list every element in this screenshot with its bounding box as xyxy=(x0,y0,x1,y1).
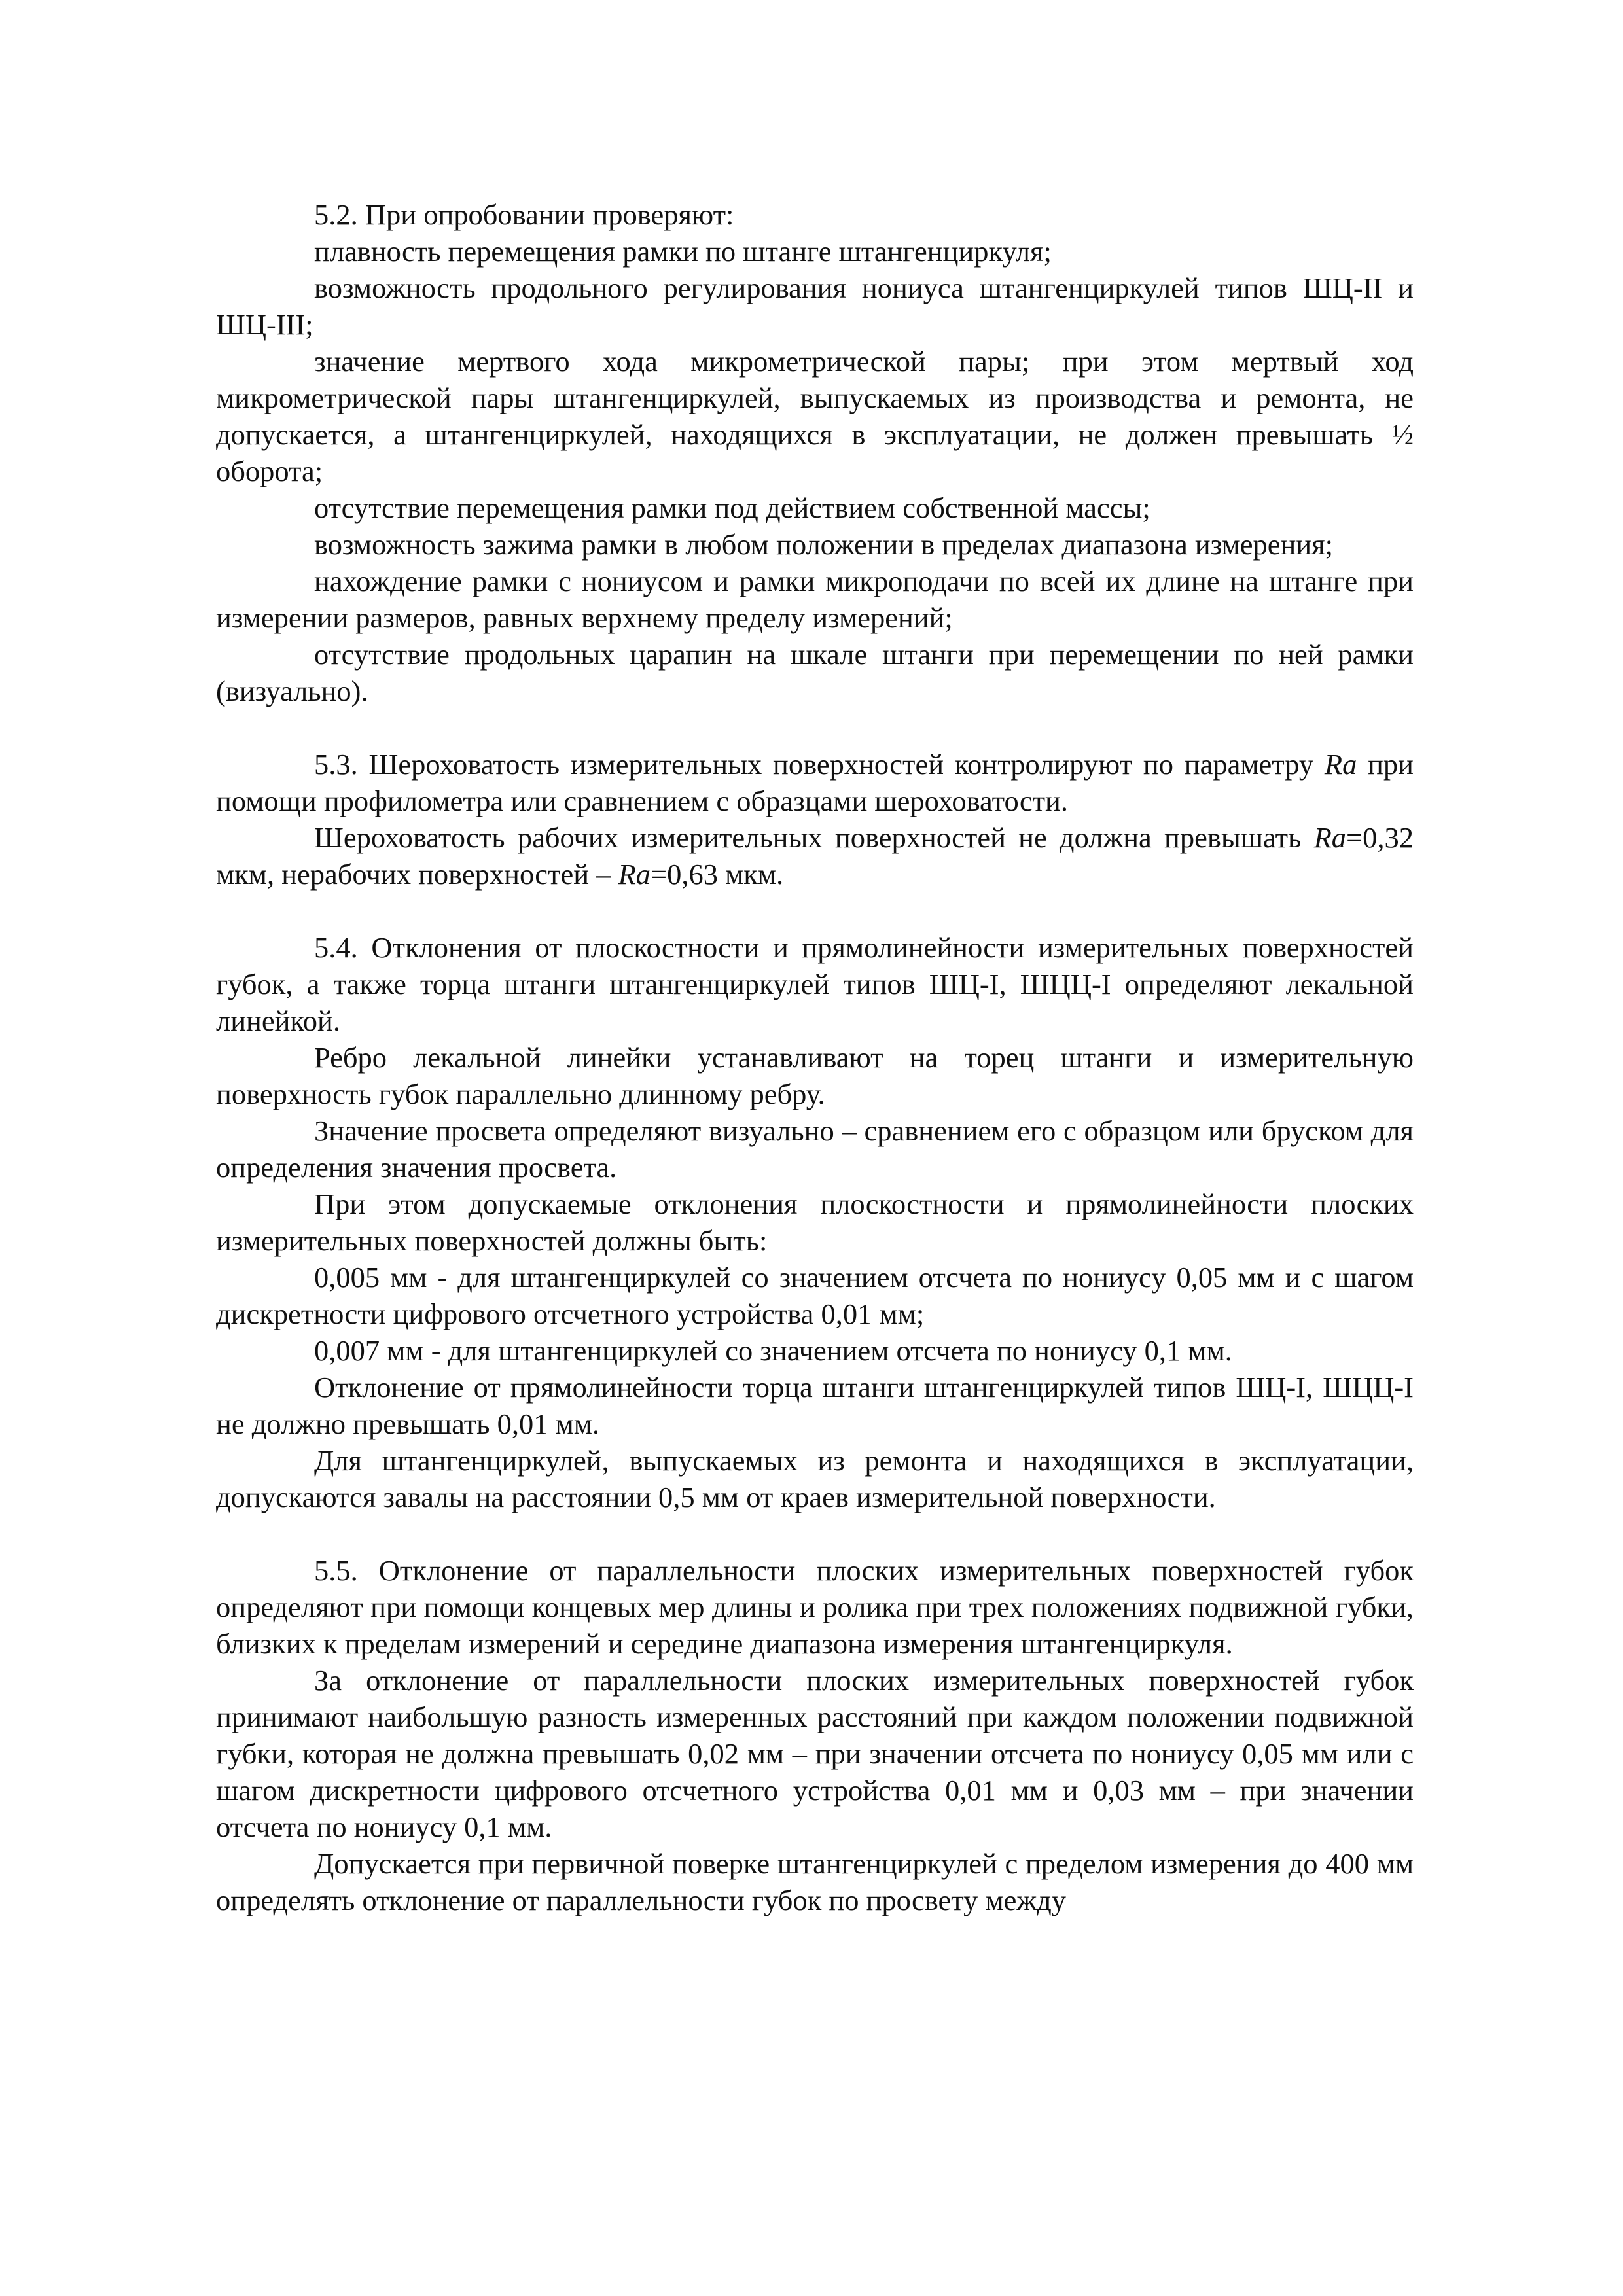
paragraph xyxy=(216,819,1414,892)
paragraph xyxy=(216,563,1414,636)
paragraph xyxy=(216,233,1414,270)
paragraph xyxy=(216,636,1414,709)
text-fragment: отсутствие продольных царапин на шкале штанги при перемещении по ней рамки (визуально). xyxy=(216,638,1414,707)
text-fragment: плавность перемещения рамки по штанге штангенциркуля; xyxy=(314,235,1052,268)
text-fragment: =0,63 мкм. xyxy=(651,858,784,891)
text-fragment: 5.4. Отклонения от плоскостности и прямолинейности измерительных поверхностей губок, а также торца штанги штангенциркулей типов ШЦ-I, ШЦЦ-I определяют лекальной линейкой. xyxy=(216,931,1414,1037)
text-fragment: 5.3. Шероховатость измерительных поверхностей контролируют по параметру xyxy=(314,748,1325,781)
paragraph xyxy=(216,1332,1414,1369)
paragraph xyxy=(216,929,1414,1039)
section-5-3 xyxy=(216,746,1414,892)
section-5-2 xyxy=(216,196,1414,709)
text-fragment: нахождение рамки с нониусом и рамки микроподачи по всей их длине на штанге при измерении размеров, равных верхнему пределу измерений; xyxy=(216,565,1414,634)
paragraph xyxy=(216,489,1414,526)
text-fragment: возможность продольного регулирования нониуса штангенциркулей типов ШЦ-II и ШЦ-III; xyxy=(216,272,1414,341)
section-5-5 xyxy=(216,1552,1414,1918)
paragraph xyxy=(216,1186,1414,1259)
paragraph xyxy=(216,1112,1414,1186)
text-fragment: при помощи профилометра или сравнением с образцами шероховатости. xyxy=(216,748,1414,817)
paragraph xyxy=(216,1369,1414,1442)
text-fragment: Шероховатость рабочих измерительных поверхностей не должна превышать xyxy=(314,821,1314,854)
text-fragment: Допускается при первичной поверке штангенциркулей с пределом измерения до 400 мм определять отклонение от параллельности губок по просвету между xyxy=(216,1847,1414,1916)
parameter-symbol: Ra xyxy=(1324,748,1357,781)
section-5-4 xyxy=(216,929,1414,1515)
paragraph xyxy=(216,526,1414,563)
paragraph xyxy=(216,1442,1414,1515)
text-fragment: значение мертвого хода микрометрической пары; при этом мертвый ход микрометрической пары штангенциркулей, выпускаемых из производства и ремонта, не допускается, а штангенциркулей, находящихся в эксплуатации, не должен превышать ½ оборота; xyxy=(216,345,1414,487)
text-fragment: =0,32 мкм, нерабочих поверхностей – xyxy=(216,821,1414,891)
text-fragment: 0,007 мм - для штангенциркулей со значением отсчета по нониусу 0,1 мм. xyxy=(314,1334,1232,1367)
text-fragment: Для штангенциркулей, выпускаемых из ремонта и находящихся в эксплуатации, допускаются завалы на расстоянии 0,5 мм от краев измерительной поверхности. xyxy=(216,1444,1414,1513)
paragraph xyxy=(216,746,1414,819)
text-fragment: отсутствие перемещения рамки под действием собственной массы; xyxy=(314,491,1150,524)
text-fragment: 5.2. При опробовании проверяют: xyxy=(314,198,734,231)
text-fragment: Значение просвета определяют визуально – сравнением его с образцом или бруском для определения значения просвета. xyxy=(216,1114,1414,1184)
paragraph xyxy=(216,1662,1414,1845)
text-fragment: Ребро лекальной линейки устанавливают на торец штанги и измерительную поверхность губок параллельно длинному ребру. xyxy=(216,1041,1414,1110)
text-fragment: За отклонение от параллельности плоских измерительных поверхностей губок принимают наибольшую разность измеренных расстояний при каждом положении подвижной губки, которая не должна превышать 0,02 мм – при значении отсчета по нониусу 0,05 мм или с шагом дискретности цифрового отсчетного устройства 0,01 мм и 0,03 мм – при значении отсчета по нониусу 0,1 мм. xyxy=(216,1664,1414,1843)
paragraph xyxy=(216,343,1414,489)
parameter-symbol: Ra xyxy=(618,858,651,891)
text-fragment: При этом допускаемые отклонения плоскостности и прямолинейности плоских измерительных поверхностей должны быть: xyxy=(216,1188,1414,1257)
paragraph xyxy=(216,1845,1414,1918)
paragraph xyxy=(216,196,1414,233)
parameter-symbol: Ra xyxy=(1313,821,1347,854)
text-fragment: возможность зажима рамки в любом положении в пределах диапазона измерения; xyxy=(314,528,1333,561)
text-fragment: 5.5. Отклонение от параллельности плоских измерительных поверхностей губок определяют при помощи концевых мер длины и ролика при трех положениях подвижной губки, близких к пределам измерений и середине диапазона измерения штангенциркуля. xyxy=(216,1554,1414,1660)
document-page xyxy=(216,196,1414,1918)
text-fragment: 0,005 мм - для штангенциркулей со значением отсчета по нониусу 0,05 мм и с шагом дискретности цифрового отсчетного устройства 0,01 мм; xyxy=(216,1261,1414,1330)
paragraph xyxy=(216,1039,1414,1112)
paragraph xyxy=(216,1552,1414,1662)
paragraph xyxy=(216,270,1414,343)
text-fragment: Отклонение от прямолинейности торца штанги штангенциркулей типов ШЦ-I, ШЦЦ-I не должно превышать 0,01 мм. xyxy=(216,1371,1414,1440)
paragraph xyxy=(216,1259,1414,1332)
